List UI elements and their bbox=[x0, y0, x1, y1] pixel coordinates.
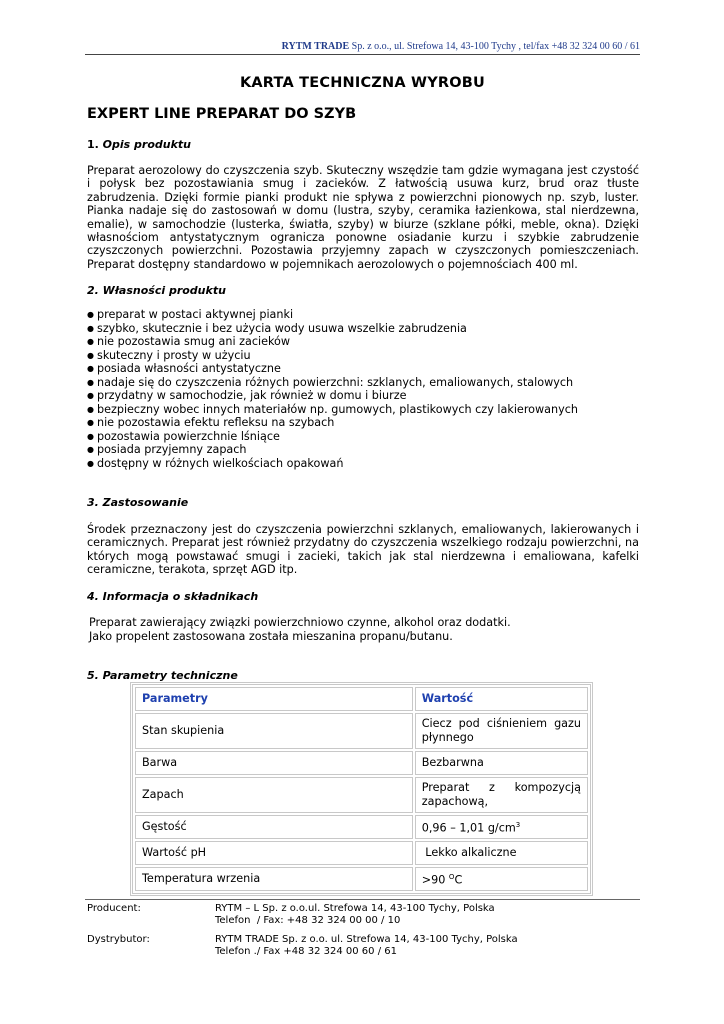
section-3-text: Środek przeznaczony jest do czyszczenia powierzchni szklanych, emaliowanych, lakierowanych i ceramicznych. Preparat jest również przydatny do czyszczenia wszelkiego rodzaju powierzchni, na których mogą powstawać smugi i zacieki, takich jak stal nierdzewna i emaliowana, kafelki ceramiczne, terakota, sprzęt AGD itp. bbox=[87, 523, 639, 577]
page-header bbox=[85, 41, 640, 55]
table-row bbox=[135, 841, 588, 865]
list-item: ● posiada przyjemny zapach bbox=[87, 443, 647, 457]
list-item: ● bezpieczny wobec innych materiałów np. gumowych, plastikowych czy lakierowanych bbox=[87, 403, 647, 417]
param-value: Preparat z kompozycją zapachową, bbox=[415, 777, 588, 813]
section-2-heading: 2. Własności produktu bbox=[87, 284, 226, 297]
list-item: ● pozostawia powierzchnie lśniące bbox=[87, 430, 647, 444]
param-value: 0,96 – 1,01 g/cm bbox=[421, 821, 516, 835]
producer-details bbox=[215, 903, 615, 928]
ingredients-line-2: Jako propelent zastosowana została mieszanina propanu/butanu. bbox=[89, 629, 453, 643]
param-value: Bezbarwna bbox=[415, 751, 588, 775]
param-value-superscript: 3 bbox=[515, 821, 521, 830]
column-header-value: Wartość bbox=[415, 687, 588, 711]
list-item: ● nie pozostawia smug ani zacieków bbox=[87, 335, 647, 349]
footer-producer bbox=[87, 903, 647, 929]
section-1-number: 1. bbox=[87, 138, 103, 151]
list-item: ● skuteczny i prosty w użyciu bbox=[87, 349, 647, 363]
param-value: Lekko alkaliczne bbox=[415, 841, 588, 865]
distributor-address: RYTM TRADE Sp. z o.o. ul. Strefowa 14, 43-100 Tychy, Polska bbox=[215, 934, 518, 945]
section-3-heading: 3. Zastosowanie bbox=[87, 496, 189, 509]
list-item: ● przydatny w samochodzie, jak również w domu i biurze bbox=[87, 389, 647, 403]
list-item: ● nie pozostawia efektu refleksu na szybach bbox=[87, 416, 647, 430]
header-company-name: RYTM TRADE bbox=[281, 41, 350, 52]
list-item: ● preparat w postaci aktywnej pianki bbox=[87, 308, 647, 322]
footer-divider bbox=[85, 899, 640, 900]
section-1-heading bbox=[87, 138, 191, 151]
properties-list bbox=[87, 308, 647, 470]
table-row bbox=[135, 713, 588, 749]
producer-label: Producent: bbox=[87, 903, 141, 914]
document-title: KARTA TECHNICZNA WYROBU bbox=[239, 75, 486, 91]
ingredients-line-1: Preparat zawierający związki powierzchniowo czynne, alkohol oraz dodatki. bbox=[89, 616, 511, 629]
column-header-parameters: Parametry bbox=[135, 687, 413, 711]
distributor-phone: Telefon ./ Fax +48 32 324 00 60 / 61 bbox=[215, 946, 397, 958]
header-company-address: Sp. z o.o., ul. Strefowa 14, 43-100 Tychy , tel/fax +48 32 324 00 60 / 61 bbox=[349, 41, 640, 52]
footer-distributor bbox=[87, 934, 647, 960]
param-value-cell bbox=[415, 867, 588, 891]
table-row bbox=[135, 815, 588, 839]
param-name: Barwa bbox=[135, 751, 413, 775]
distributor-label: Dystrybutor: bbox=[87, 934, 150, 945]
list-item: ● dostępny w różnych wielkościach opakowań bbox=[87, 457, 647, 471]
param-value: >90 bbox=[421, 873, 449, 887]
section-1-text: Preparat aerozolowy do czyszczenia szyb. Skuteczny wszędzie tam gdzie wymagana jest czystość i połysk bez pozostawiania smug i zacieków. Z łatwością usuwa kurz, brud oraz tłuste zabrudzenia. Dzięki formie pianki produkt nie spływa z powierzchni pionowych np. szyb, luster. Pianka nadaje się do zastosowań w domu (lustra, szyby, ceramika łazienkowa, stal nierdzewna, emalie), w samochodzie (lusterka, światła, szyby) w biurze (szklane półki, meble, okna). Dzięki własnościom antystatycznym ogranicza ponowne osiadanie kurzu i szybkie zabrudzenie czyszczonych powierzchni. Pozostawia przyjemny zapach w czyszczonych pomieszczeniach. Preparat dostępny standardowo w pojemnikach aerozolowych o pojemnościach 400 ml. bbox=[87, 164, 639, 271]
section-4-text bbox=[89, 616, 609, 643]
producer-phone: Telefon / Fax: +48 32 324 00 00 / 10 bbox=[215, 915, 401, 927]
distributor-details bbox=[215, 934, 615, 959]
param-value: Ciecz pod ciśnieniem gazu płynnego bbox=[415, 713, 588, 749]
section-1-title: Opis produktu bbox=[102, 138, 192, 151]
param-name: Zapach bbox=[135, 777, 413, 813]
param-value-cell bbox=[415, 815, 588, 839]
list-item: ● nadaje się do czyszczenia różnych powierzchni: szklanych, emaliowanych, stalowych bbox=[87, 376, 647, 390]
table-row bbox=[135, 867, 588, 891]
table-row bbox=[135, 777, 588, 813]
section-5-heading: 5. Parametry techniczne bbox=[87, 669, 238, 682]
section-4-heading: 4. Informacja o składnikach bbox=[87, 590, 259, 603]
list-item: ● szybko, skutecznie i bez użycia wody usuwa wszelkie zabrudzenia bbox=[87, 322, 647, 336]
product-name: EXPERT LINE PREPARAT DO SZYB bbox=[87, 106, 357, 122]
producer-address: RYTM – L Sp. z o.o.ul. Strefowa 14, 43-100 Tychy, Polska bbox=[215, 903, 495, 914]
technical-parameters-table bbox=[130, 682, 593, 896]
list-item: ● posiada własności antystatyczne bbox=[87, 362, 647, 376]
param-name: Gęstość bbox=[135, 815, 413, 839]
param-name: Stan skupienia bbox=[135, 713, 413, 749]
table-row bbox=[135, 751, 588, 775]
param-value-unit: C bbox=[454, 873, 463, 887]
param-value-superscript: O bbox=[448, 873, 455, 882]
param-name: Temperatura wrzenia bbox=[135, 867, 413, 891]
param-name: Wartość pH bbox=[135, 841, 413, 865]
table-header-row bbox=[135, 687, 588, 711]
